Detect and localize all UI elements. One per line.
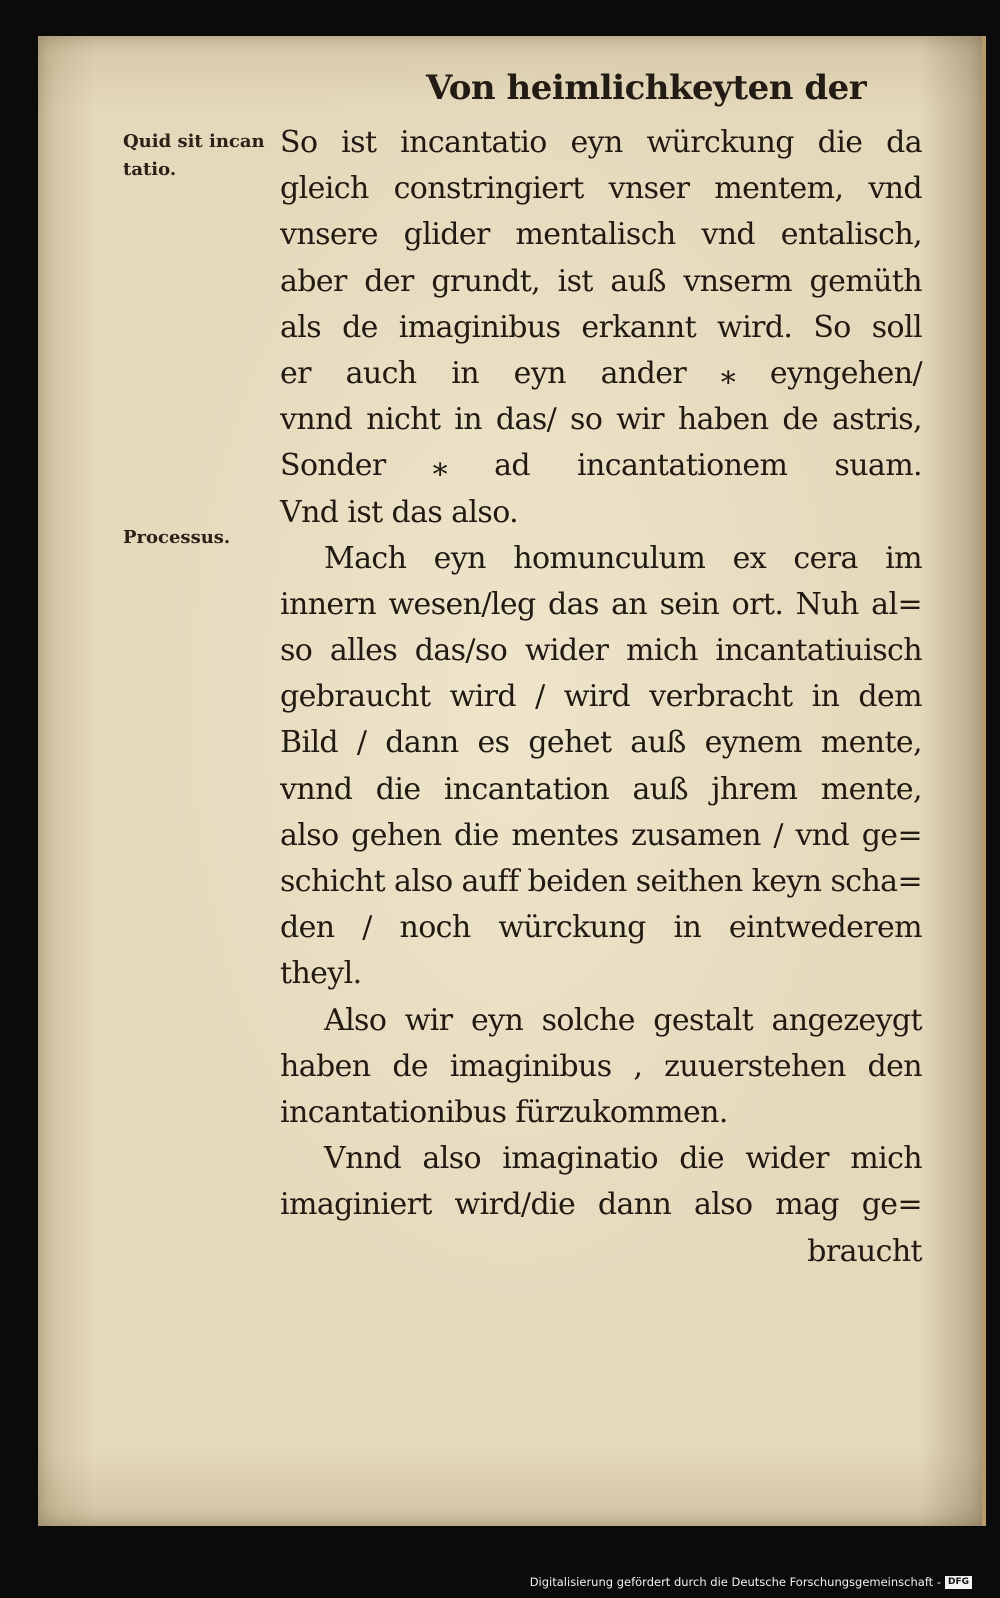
marginal-note-line: Processus.: [123, 527, 231, 548]
marginal-note-line: Quid sit incan: [123, 131, 265, 152]
text-line: er auch in eyn ander ⁎ eyngehen/: [280, 355, 922, 391]
credit-text: Digitalisierung gefördert durch die Deutsche Forschungsgemeinschaft -: [529, 1575, 941, 1589]
text-line: Bild / dann es gehet auß eynem mente,: [280, 725, 922, 761]
text-line: imaginiert wird/die dann also mag ge=: [280, 1187, 922, 1223]
text-line: incantationibus fürzukommen.: [280, 1094, 728, 1130]
marginal-note-processus: [123, 524, 283, 552]
text-line: vnsere glider mentalisch vnd entalisch,: [280, 217, 922, 253]
text-line: Mach eyn homunculum ex cera im: [324, 540, 922, 576]
text-line: vnnd nicht in das/ so wir haben de astris,: [280, 402, 922, 438]
text-line: vnnd die incantation auß jhrem mente,: [280, 771, 922, 807]
text-line: so alles das/so wider mich incantatiuisch: [280, 633, 922, 669]
dfg-logo: DFG: [945, 1576, 972, 1589]
text-line: als de imaginibus erkannt wird. So soll: [280, 309, 922, 345]
text-line: Sonder ⁎ ad incantationem suam.: [280, 448, 922, 484]
text-line: So ist incantatio eyn würckung die da: [280, 125, 922, 160]
text-line: gleich constringiert vnser mentem, vnd: [280, 171, 922, 207]
text-line: Also wir eyn solche gestalt angezeygt: [324, 1002, 922, 1038]
text-line: innern wesen/leg das an sein ort. Nuh al=: [280, 586, 922, 622]
text-line: gebraucht wird / wird verbracht in dem: [280, 679, 922, 715]
marginal-note-incantatio: [123, 128, 283, 184]
running-head: Von heimlichkeyten der: [426, 68, 867, 108]
text-line: schicht also auff beiden seithen keyn scha=: [280, 864, 922, 899]
page-edge: [982, 36, 986, 1526]
marginal-note-line: tatio.: [123, 159, 177, 180]
digitization-credit: [530, 1575, 972, 1589]
text-line: theyl.: [280, 956, 362, 992]
body-text: [280, 120, 922, 1275]
catchword: braucht: [807, 1233, 922, 1269]
text-line: den / noch würckung in eintwederem: [280, 910, 922, 946]
text-line: haben de imaginibus , zuuerstehen den: [280, 1048, 922, 1084]
text-line: aber der grundt, ist auß vnserm gemüth: [280, 263, 922, 299]
text-line: Vnd ist das also.: [280, 494, 519, 530]
text-line: also gehen die mentes zusamen / vnd ge=: [280, 817, 922, 853]
text-line: Vnnd also imaginatio die wider mich: [324, 1141, 922, 1177]
